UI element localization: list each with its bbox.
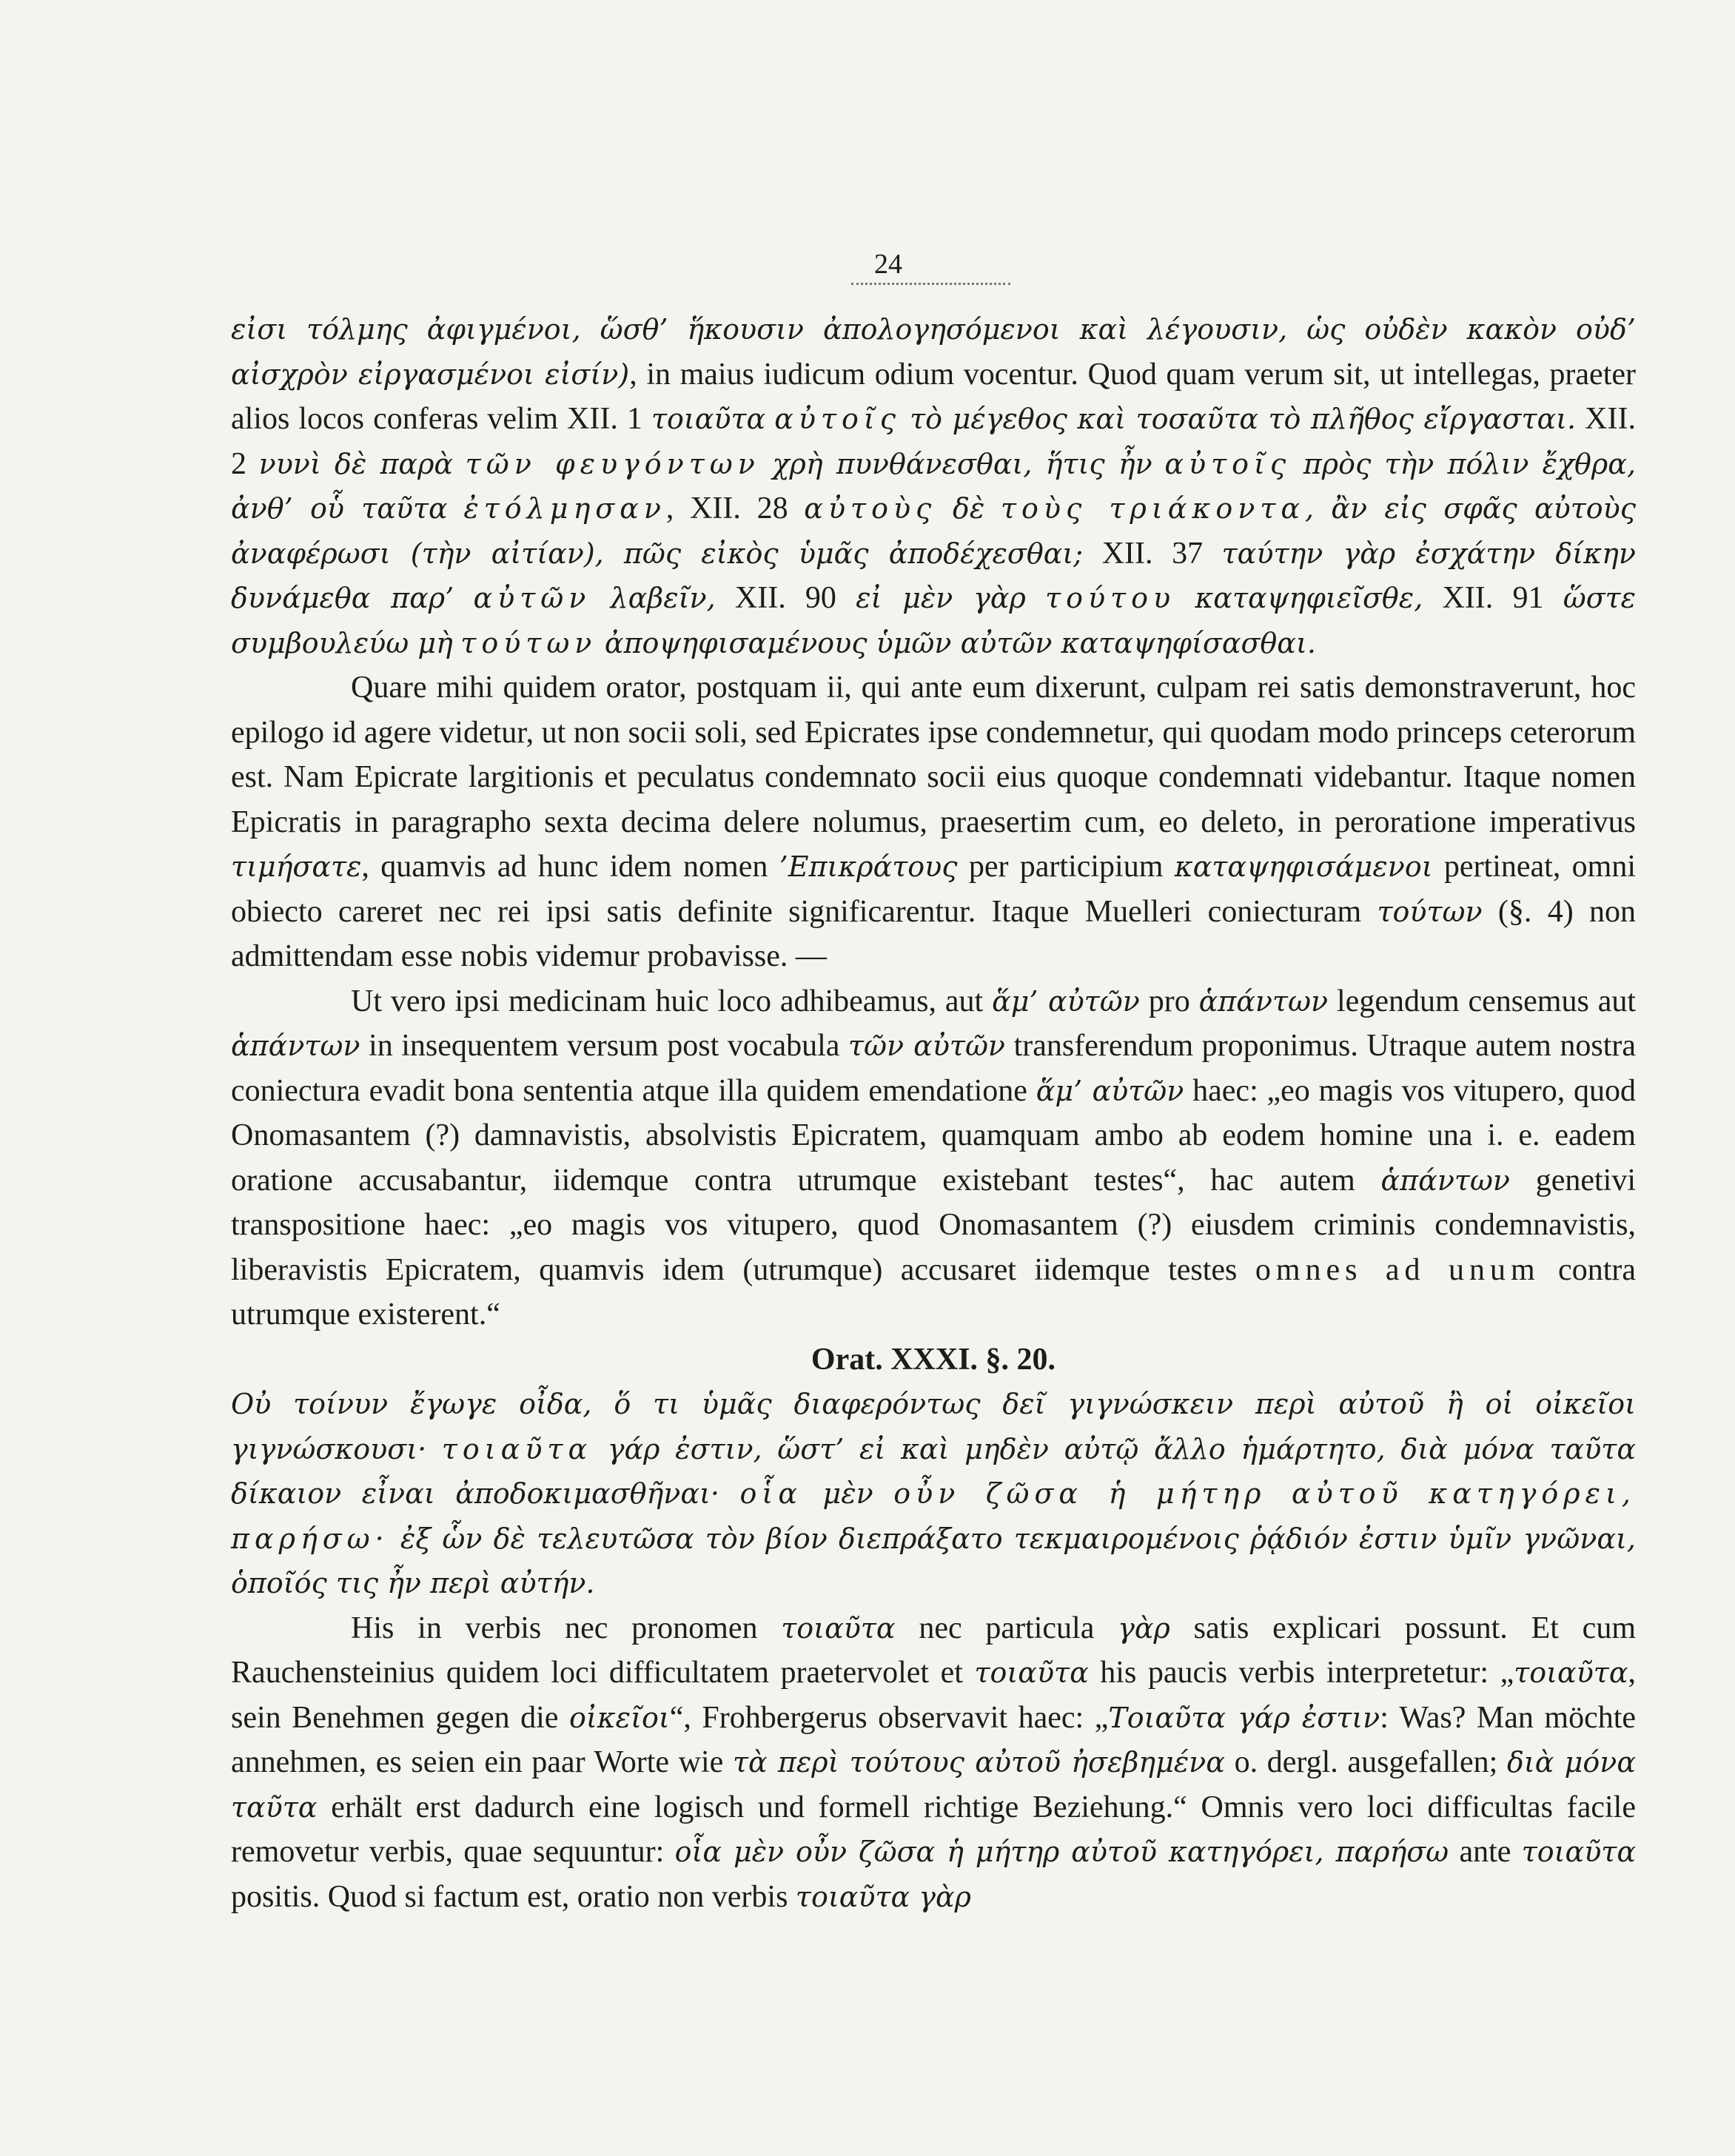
latin-text: satis explicari possunt. Et cum Rauchensteinius quidem loci difficultatem praetervolet et <box>231 1611 1636 1690</box>
latin-text: , in maius iudicum odium vocentur. Quod quam verum sit, ut intellegas, praeter alios locos conferas velim XII. 1 <box>231 357 1636 436</box>
greek-text: τοιαῦτα <box>781 1611 896 1645</box>
paragraph-3 <box>231 979 1636 1337</box>
greek-text: τῶν αὐτῶν <box>848 1030 1006 1062</box>
greek-text: μὲν <box>822 1477 873 1510</box>
latin-text: contra utrumque existerent.“ <box>231 1252 1636 1331</box>
latin-text: nec particula <box>895 1611 1118 1645</box>
greek-text: ’Επικράτους <box>779 850 958 883</box>
paragraph-2 <box>231 665 1636 979</box>
latin-text: genetivi transpositione haec: „eo magis vos vitupero, quod Onomasantem (?) eiusdem criminis condemnavistis, liberavistis Epicratem, quamvis idem (utrumque) accusaret iidemque testes <box>231 1163 1636 1287</box>
greek-text: τὰ περὶ τούτους αὐτοῦ ἠσεβημένα <box>732 1746 1225 1779</box>
greek-text: , ἂν εἰς σφᾶς αὐτοὺς ἀναφέρωσι (τὴν αἰτίαν), πῶς εἰκὸς ὑμᾶς ἀποδέχεσθαι; <box>231 492 1637 570</box>
greek-text: ἀποψηφισαμένους ὑμῶν αὐτῶν καταψηφίσασθαι. <box>604 626 1316 659</box>
greek-text: καταψηφισάμενοι <box>1174 850 1433 883</box>
greek-text: νυνὶ δὲ παρὰ <box>258 447 454 480</box>
latin-text: , sein Benehmen gegen die <box>231 1656 1636 1735</box>
section-heading: Orat. XXXI. §. 20. <box>811 1342 1056 1377</box>
greek-text: τὸ μέγεθος καὶ τοσαῦτα τὸ πλῆθος εἴργασται. <box>910 403 1577 435</box>
greek-text: ἁπάντων <box>1198 984 1329 1018</box>
page-number-rule <box>851 283 1010 285</box>
greek-spaced-text: αὐτοὺς <box>804 492 937 525</box>
latin-text: “, Frohbergerus observavit haec: „ <box>669 1700 1109 1735</box>
greek-spaced-text: τούτου <box>1045 582 1176 614</box>
greek-spaced-text: ἐτόλμησαν <box>463 492 666 525</box>
greek-spaced-text: αὐτοῖς <box>774 403 902 435</box>
greek-text: ὥστε συμβουλεύω μὴ <box>231 582 1637 659</box>
greek-text: τοιαῦτα γὰρ <box>795 1880 971 1913</box>
greek-quotation <box>231 1382 1636 1606</box>
latin-text: transferendum proponimus. Utraque autem nostra coniectura evadit bona sententia atque illa quidem emendatione <box>231 1029 1636 1108</box>
greek-spaced-text: αὐτοῖς <box>1164 447 1292 480</box>
paragraph-4 <box>231 1606 1636 1920</box>
latin-text: : Was? Man möchte annehmen, es seien ein paar Worte wie <box>231 1700 1637 1779</box>
greek-text: τούτων <box>1377 895 1483 928</box>
greek-spaced-text: τούτων <box>460 626 597 659</box>
latin-text: XII. 2 <box>231 402 1636 481</box>
latin-text: , XII. 28 <box>665 491 805 525</box>
page-number: 24 <box>874 249 902 280</box>
latin-text: Quare mihi quidem orator, postquam ii, qui ante eum dixerunt, culpam rei satis demonstraverunt, hoc epilogo id agere videtur, ut non socii soli, sed Epicrates ipse condemnetur, qui quodam modo princeps ceterorum est. Nam Epicrate largitionis et peculatus condemnato socii eius quoque condemnati videbantur. Itaque nomen Epicratis in paragrapho sexta decima delere nolumus, praesertim cum, eo deleto, in peroratione imperativus <box>231 671 1636 839</box>
greek-text: δὲ <box>953 492 985 525</box>
latin-text: Ut vero ipsi medicinam huic loco adhibeamus, aut <box>351 984 993 1018</box>
greek-text: ἅμ’ αὐτῶν <box>1036 1074 1184 1107</box>
greek-text: ἐξ ὧν δὲ τελευτῶσα τὸν βίον διεπράξατο τεκμαιρομένοις ῥᾴδιόν ἐστιν ὑμῖν γνῶναι, ὁποῖός τις ἦν περὶ αὐτήν. <box>231 1522 1636 1599</box>
greek-text: οἷα μὲν οὖν ζῶσα ἡ μήτηρ αὐτοῦ κατηγόρει, παρήσω <box>674 1836 1449 1868</box>
greek-text: λαβεῖν, <box>610 582 716 614</box>
greek-text: Οὐ τοίνυν ἔγωγε οἶδα, ὅ τι ὑμᾶς διαφερόντως δεῖ γιγνώσκειν περὶ αὐτοῦ ἢ οἱ οἰκεῖοι γιγνώσκουσι· <box>231 1388 1636 1465</box>
greek-text: ταύτην γὰρ ἐσχάτην δίκην δυνάμεθα παρ’ <box>231 537 1636 614</box>
greek-text: εἰ μὲν γὰρ <box>856 582 1026 614</box>
greek-text: πρὸς τὴν πόλιν ἔχθρα, ἀνθ’ οὗ ταῦτα <box>231 447 1637 525</box>
greek-text: τοιαῦτα <box>651 403 766 435</box>
latin-text: His in verbis nec pronomen <box>351 1611 782 1645</box>
greek-spaced-text: αὐτῶν <box>473 582 591 614</box>
latin-text: haec: „eo magis vos vitupero, quod Onomasantem (?) damnavistis, absolvistis Epicratem, quamquam ambo ab eodem homine una i. e. eadem oratione accusabantur, iidemque contra utrumque existebant testes“, hac autem <box>231 1073 1636 1198</box>
latin-text: , quamvis ad hunc idem nomen <box>361 850 779 884</box>
latin-text: positis. Quod si factum est, oratio non verbis <box>231 1879 796 1914</box>
latin-text: XII. 37 <box>1083 536 1222 571</box>
greek-text: γάρ ἐστιν, ὥστ’ εἰ καὶ μηδὲν αὐτῷ ἄλλο ἡμάρτητο, διὰ μόνα ταῦτα δίκαιον εἶναι ἀποδοκιμασθῆναι· <box>231 1432 1636 1510</box>
greek-text: χρὴ πυνθάνεσθαι, ἥτις ἦν <box>772 447 1152 480</box>
greek-text: τοιαῦτα <box>1521 1836 1636 1868</box>
latin-text: per participium <box>957 850 1175 884</box>
latin-text: XII. 90 <box>715 581 856 615</box>
latin-text: his paucis verbis interpretetur: „ <box>1088 1656 1514 1690</box>
paragraph-1 <box>231 307 1636 665</box>
greek-text: διὰ μόνα ταῦτα <box>231 1746 1637 1824</box>
greek-text: τοιαῦτα <box>974 1656 1089 1689</box>
greek-text: εἰσι τόλμης ἀφιγμένοι, ὥσθ’ ἥκουσιν ἀπολογησόμενοι καὶ λέγουσιν, ὡς οὐδὲν κακὸν οὐδ’ αἰσχρὸν εἰργασμένοι εἰσίν) <box>231 313 1636 391</box>
latin-text: in insequentem versum post vocabula <box>360 1029 848 1063</box>
greek-text: οἰκεῖοι <box>568 1701 670 1734</box>
latin-text: o. dergl. ausgefallen; <box>1224 1745 1507 1779</box>
greek-text: γὰρ <box>1118 1611 1170 1645</box>
latin-spaced-text: omnes ad unum <box>1255 1252 1540 1287</box>
greek-spaced-text: τοιαῦτα <box>441 1432 593 1465</box>
greek-spaced-text: οὖν ζῶσα ἡ μήτηρ αὐτοῦ κατηγόρει, παρήσω· <box>231 1477 1636 1555</box>
greek-text: καταψηφιεῖσθε, <box>1195 582 1423 614</box>
latin-text: (§. 4) non admittendam esse nobis videmur probavisse. — <box>231 894 1636 973</box>
greek-text: ἁπάντων <box>231 1030 360 1062</box>
greek-text: τιμήσατε <box>231 850 362 883</box>
greek-spaced-text: τοὺς τριάκοντα <box>1000 492 1306 525</box>
greek-text: ἁπάντων <box>1380 1163 1511 1197</box>
greek-text: τοιαῦτα <box>1514 1656 1628 1689</box>
greek-text: ἅμ’ αὐτῶν <box>992 984 1140 1018</box>
latin-text: erhält erst dadurch eine logisch und formell richtige Beziehung.“ Omnis vero loci difficultas facile removetur verbis, quae sequuntur: <box>231 1790 1636 1869</box>
latin-text: XII. 91 <box>1423 581 1563 615</box>
latin-text: pertineat, omni obiecto careret nec rei ipsi satis definite significarentur. Itaque Muelleri coniecturam <box>231 850 1636 929</box>
greek-spaced-text: τῶν φευγόντων <box>465 447 760 480</box>
body-text <box>231 307 1636 1919</box>
greek-spaced-text: οἷα <box>739 1477 802 1510</box>
latin-text: legendum censemus aut <box>1328 984 1637 1018</box>
greek-text: Τοιαῦτα γάρ ἐστιν <box>1108 1701 1380 1734</box>
latin-text: ante <box>1449 1835 1522 1869</box>
latin-text: pro <box>1139 984 1199 1018</box>
